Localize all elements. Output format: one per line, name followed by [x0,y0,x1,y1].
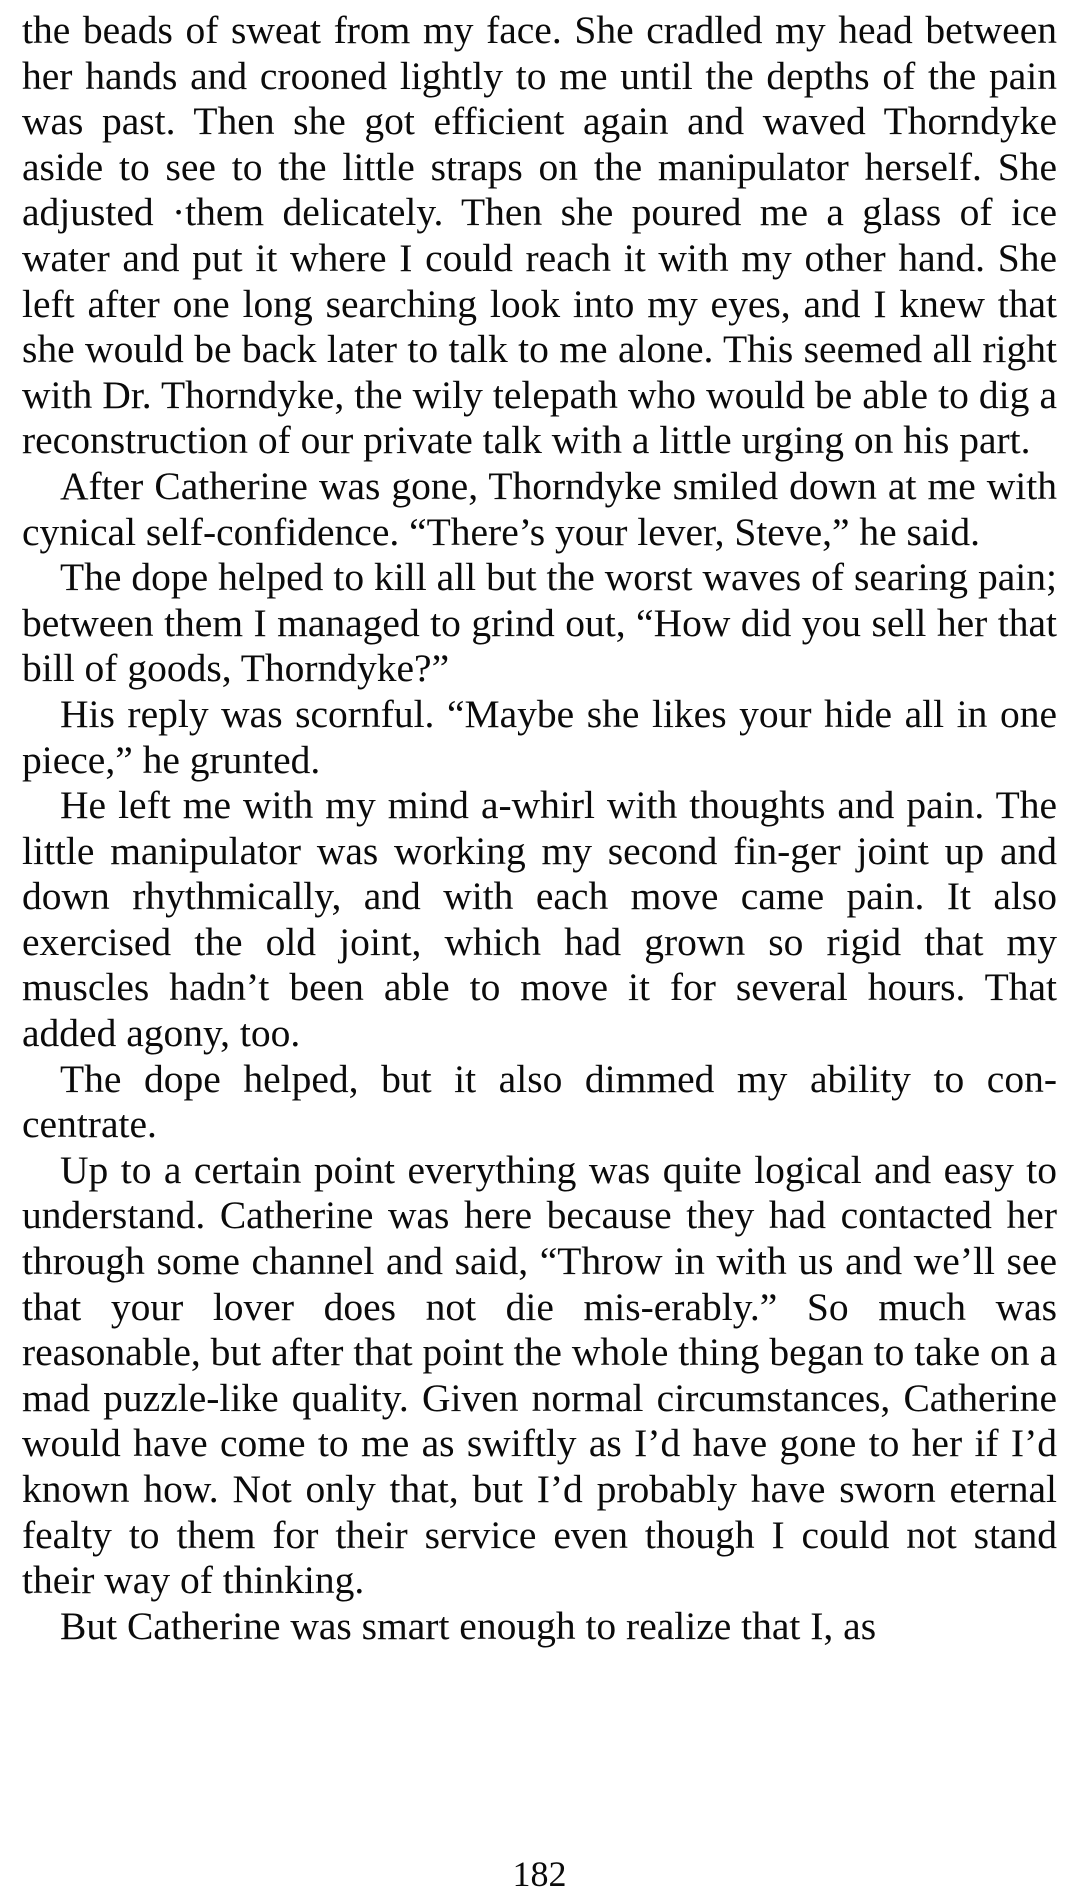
book-page [22,8,1057,1888]
paragraph: He left me with my mind a-whirl with thoughts and pain. The little manipulator was working my second fin-ger joint up and down rhythmically, and with each move came pain. It also exercised the old joint, which had grown so rigid that my muscles hadn’t been able to move it for several hours. That added agony, too. [22,783,1057,1056]
paragraph: The dope helped to kill all but the worst waves of searing pain; between them I managed to grind out, “How did you sell her that bill of goods, Thorndyke?” [22,555,1057,691]
paragraph: But Catherine was smart enough to realize that I, as [60,1603,877,1648]
paragraph: After Catherine was gone, Thorndyke smiled down at me with cynical self-confidence. “There’s your lever, Steve,” he said. [22,463,1057,554]
paragraph: His reply was scornful. “Maybe she likes your hide all in one piece,” he grunted. [22,691,1057,782]
paragraph: The dope helped, but it also dimmed my ability to con-centrate. [22,1056,1057,1147]
paragraph-continuation: the beads of sweat from my face. She cradled my head between her hands and crooned lightly to me until the depths of the pain was past. Then she got efficient again and waved Thorndyke aside to see to the little straps on the manipulator herself. She adjusted ·them delicately. Then she poured me a glass of ice water and put it where I could reach it with my other hand. She left after one long searching look into my eyes, and I knew that she would be back later to talk to me alone. This seemed all right with Dr. Thorndyke, the wily telepath who would be able to dig a reconstruction of our private talk with a little urging on his part. [22,8,1057,463]
page-number: 182 [512,1854,567,1894]
paragraph: Up to a certain point everything was quite logical and easy to understand. Catherine was here because they had contacted her through some channel and said, “Throw in with us and we’ll see that your lover does not die mis-erably.” So much was reasonable, but after that point the whole thing began to take on a mad puzzle-like quality. Given normal circumstances, Catherine would have come to me as swiftly as I’d have gone to her if I’d known how. Not only that, but I’d probably have sworn eternal fealty to them for their service even though I could not stand their way of thinking. [22,1147,1057,1603]
